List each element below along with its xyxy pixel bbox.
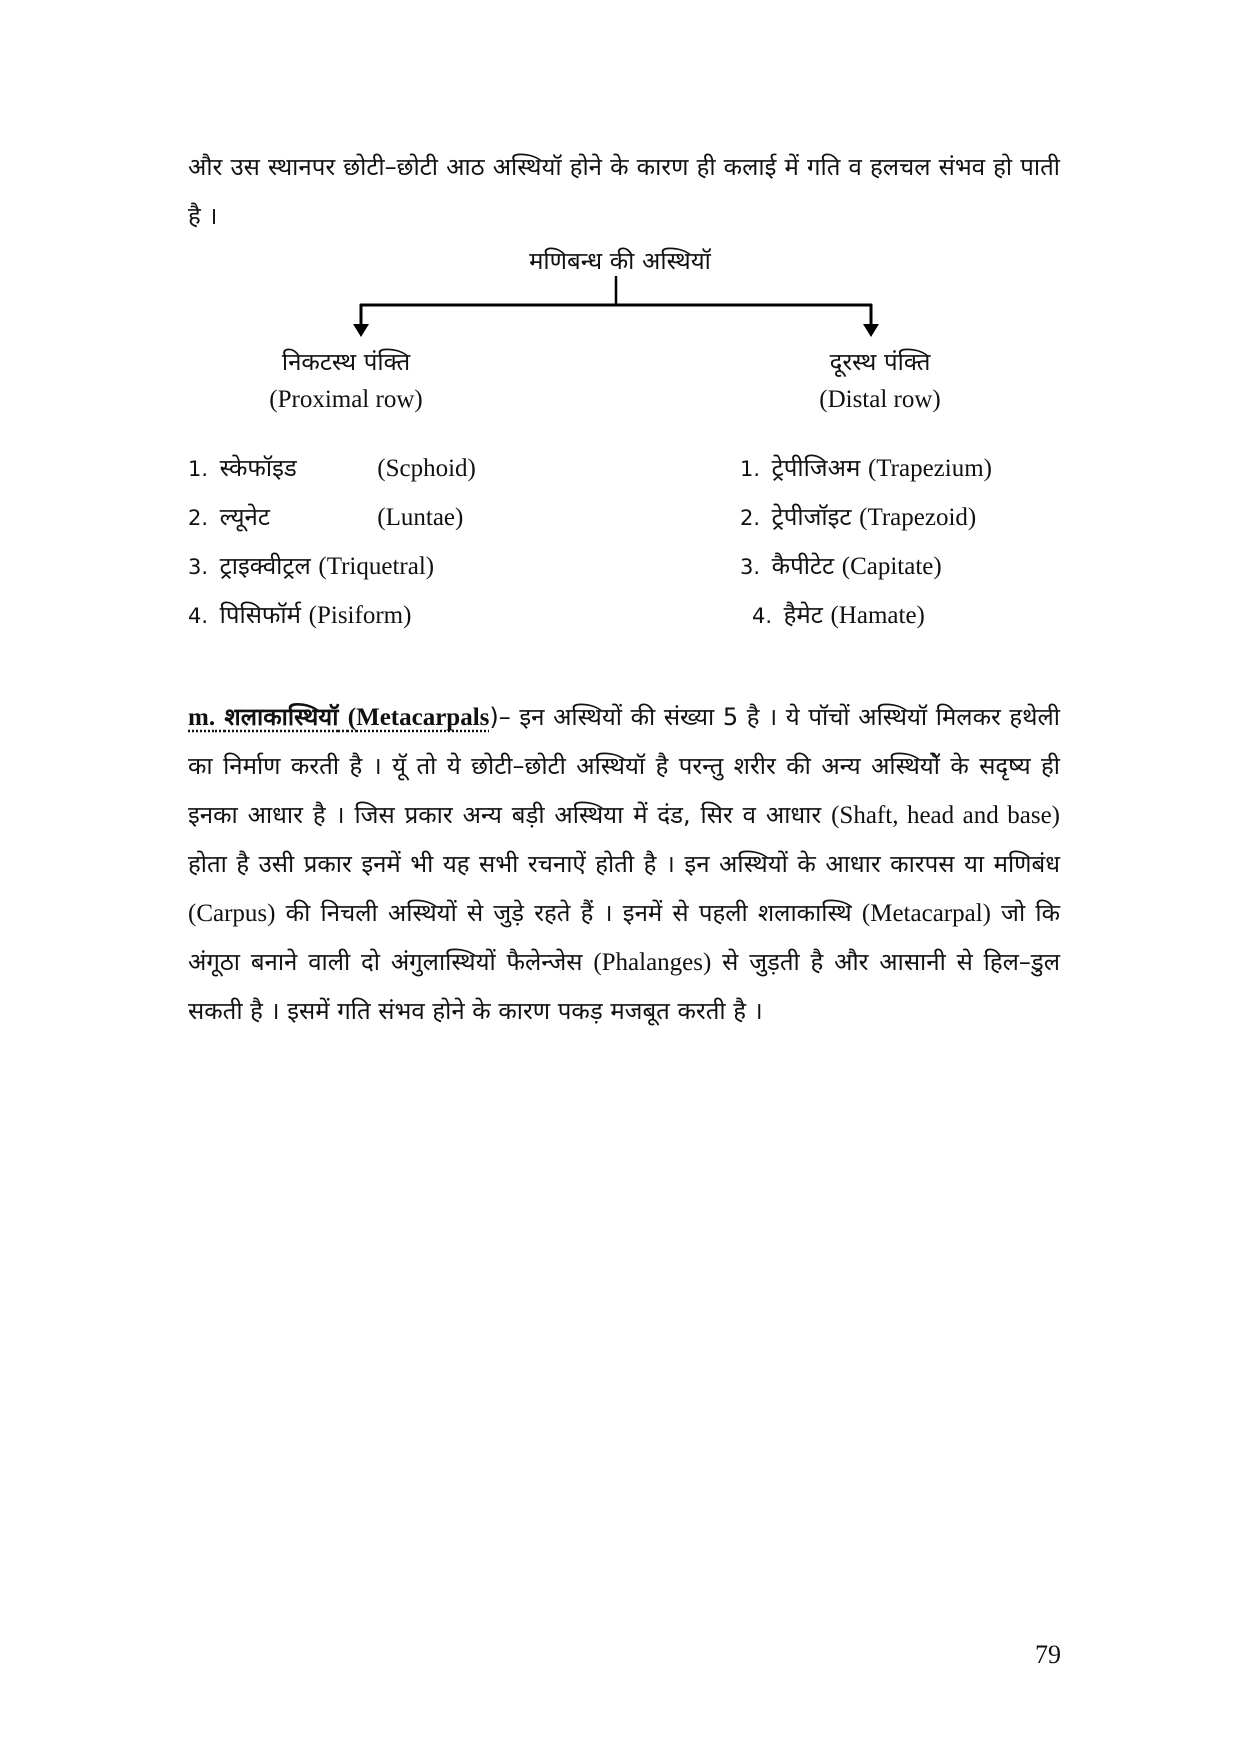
- list-item-english: (Scphoid): [377, 455, 476, 482]
- list-item: [740, 499, 992, 548]
- list-item: [740, 450, 992, 499]
- metacarpals-heading-paren: (: [347, 704, 357, 731]
- metacarpals-body-text: )– इन अस्थियों की संख्या 5 है । ये पॉचों अस्थियॉ मिलकर हथेली का निर्माण करती है । यूॅ तो ये छोटी–छोटी अस्थियॉ है परन्तु शरीर की अन्य अस्थियॉे के सदृष्य ही इनका आधार है । जिस प्रकार अन्य बड़ी अस्थिया में दंड, सिर व आधार: [188, 703, 1061, 829]
- metacarpals-latin-term: (Phalanges): [593, 949, 712, 976]
- list-item-number: 3.: [740, 555, 761, 579]
- list-item-hindi: हैमेट: [783, 601, 823, 629]
- proximal-row-heading-english: (Proximal row): [269, 386, 423, 413]
- list-item-english: (Trapezoid): [859, 504, 977, 531]
- metacarpals-heading-hindi: शलाकास्थियॉ: [224, 703, 339, 731]
- metacarpals-body-text: से जुड़ती है और आसानी से हिल–डुल सकती है । इसमें गति संभव होने के कारण पकड़ मजबूत करती है ।: [188, 948, 1060, 1025]
- list-item-hindi: ट्रेपीजॉइट: [771, 503, 852, 531]
- list-item: [188, 597, 476, 646]
- list-item-number: 2.: [188, 506, 209, 530]
- metacarpals-heading: [188, 703, 489, 731]
- distal-row-heading-english: (Distal row): [819, 386, 941, 413]
- list-item-number: 1.: [188, 457, 209, 481]
- list-item-english: (Pisiform): [308, 602, 412, 629]
- list-item-hindi: ट्रेपीजिअम: [771, 454, 861, 482]
- metacarpals-body-text: होता है उसी प्रकार इनमें भी यह सभी रचनाऐं होती है । इन अस्थियों के आधार कारपस या मणिबंध: [188, 850, 1060, 878]
- section-letter: m.: [188, 704, 216, 731]
- tree-right-arrowhead: [863, 324, 879, 337]
- list-item-english: (Capitate): [841, 553, 942, 580]
- list-item-english: (Trapezium): [867, 455, 992, 482]
- proximal-row-heading-hindi: निकटस्थ पंक्ति: [281, 348, 411, 376]
- distal-row-heading: [750, 343, 1010, 419]
- list-item: [188, 499, 476, 548]
- list-item-hindi: ट्राइक्वीट्रल: [219, 552, 311, 580]
- page-number: 79: [1035, 1640, 1061, 1669]
- list-item-number: 4.: [188, 604, 209, 628]
- list-item-number: 3.: [188, 555, 209, 579]
- metacarpals-body-text: जो कि अंगूठा बनाने वाली दो अंगुलास्थियों फैलेन्जेस: [188, 899, 1061, 976]
- list-item-english: (Triquetral): [318, 553, 435, 580]
- metacarpals-latin-term: (Carpus): [188, 900, 276, 927]
- carpal-tree-connector: [0, 0, 1241, 400]
- list-item: [740, 548, 992, 597]
- metacarpals-latin-term: (Metacarpal): [861, 900, 991, 927]
- distal-bone-list: [740, 450, 992, 646]
- list-item: [740, 597, 992, 646]
- tree-left-arrowhead: [353, 324, 369, 337]
- list-item-english: (Hamate): [830, 602, 925, 629]
- proximal-bone-list: [188, 450, 476, 646]
- metacarpals-latin-term: (Shaft, head and base): [831, 802, 1061, 829]
- metacarpals-paragraph: [188, 693, 1060, 1036]
- metacarpals-heading-english: Metacarpals: [356, 704, 490, 731]
- list-item-hindi: कैपीटेट: [771, 552, 835, 580]
- list-item: [188, 548, 476, 597]
- metacarpals-body-text: की निचली अस्थियों से जुड़े रहते हैं । इनमें से पहली शलाकास्थि: [275, 899, 862, 927]
- intro-paragraph: और उस स्थानपर छोटी–छोटी आठ अस्थियॉ होने के कारण ही कलाई में गति व हलचल संभव हो पाती है ।: [188, 153, 1060, 230]
- list-item: [188, 450, 476, 499]
- list-item-number: 1.: [740, 457, 761, 481]
- proximal-row-heading: [216, 343, 476, 419]
- list-item-hindi: ल्यूनेट: [219, 503, 270, 531]
- list-item-hindi: स्केफॉइड: [219, 454, 297, 482]
- list-item-hindi: पिसिफॉर्म: [219, 601, 302, 629]
- distal-row-heading-hindi: दूरस्थ पंक्ति: [829, 348, 931, 376]
- carpal-diagram-title: मणिबन्ध की अस्थियॉ: [529, 247, 711, 275]
- list-item-english: (Luntae): [377, 504, 464, 531]
- list-item-number: 2.: [740, 506, 761, 530]
- list-item-number: 4.: [752, 604, 773, 628]
